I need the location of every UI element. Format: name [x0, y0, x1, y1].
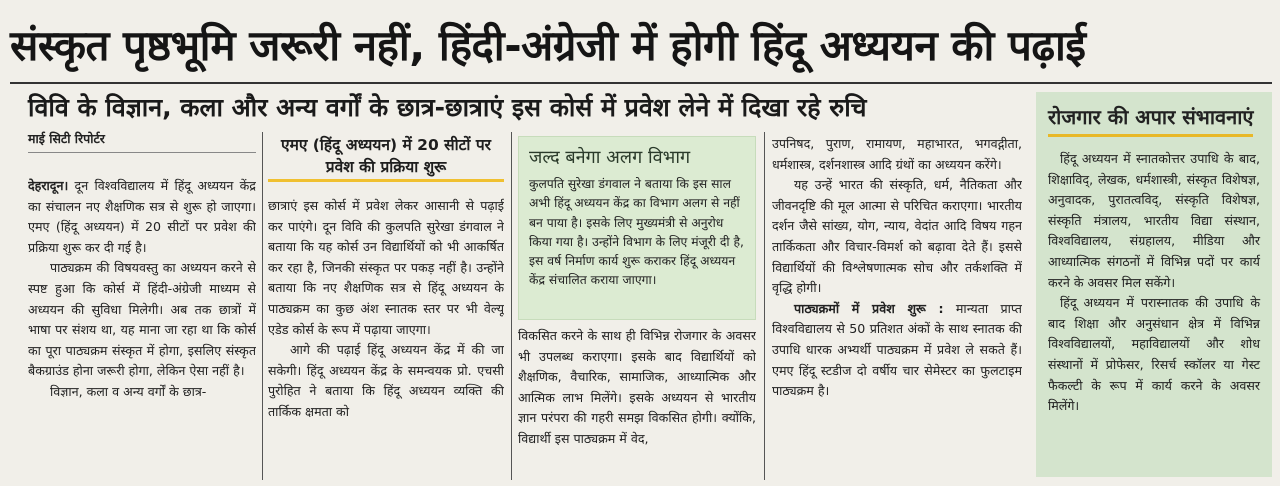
column-4-paragraph-2: यह उन्हें भारत की संस्कृति, धर्म, नैतिकता और जीवनदृष्टि की मूल आत्मा से परिचित कराएगा। भारतीय दर्शन जैसे सांख्य, योग, न्याय, वेदांत आदि विषय गहन तार्किकता और विचार-विमर्श को बढ़ावा देते हैं। इससे विद्यार्थियों की विश्लेषणात्मक सोच और तर्कशक्ति में वृद्धि होगी। — [772, 177, 1022, 296]
byline: माई सिटी रिपोर्टर — [28, 131, 105, 146]
info-box — [518, 136, 756, 320]
info-box-text: कुलपति सुरेखा डंगवाल ने बताया कि इस साल अभी हिंदू अध्ययन केंद्र का विभाग अलग से नहीं बन पाया है। इसके लिए मुख्यमंत्री से अनुरोध किया गया है। उन्होंने विभाग के लिए मंजूरी दी है, इस वर्ष निर्माण कार्य शुरू कराकर हिंदू अध्ययन केंद्र संचालित कराया जाएगा। — [529, 177, 744, 288]
column-divider-2 — [511, 132, 512, 480]
column-divider-3 — [764, 132, 765, 480]
article-column-4 — [772, 134, 1022, 480]
sidebar-title: रोजगार की अपार संभावनाएं — [1048, 102, 1253, 137]
headline: संस्कृत पृष्ठभूमि जरूरी नहीं, हिंदी-अंग्रेजी में होगी हिंदू अध्ययन की पढ़ाई — [10, 21, 1086, 70]
column-1-paragraph-1 — [28, 176, 256, 258]
byline-divider — [28, 152, 256, 153]
info-box-title: जल्द बनेगा अलग विभाग — [529, 147, 691, 168]
section-lead: पाठ्यक्रमों में प्रवेश शुरू : — [794, 300, 944, 316]
column-1-paragraph-2: पाठ्यक्रम की विषयवस्तु का अध्ययन करने से स्पष्ट हुआ कि कोर्स में हिंदी-अंग्रेजी माध्यम से अध्ययन की सुविधा मिलेगी। अब तक छात्रों में भाषा पर संशय था, यह माना जा रहा था कि कोर्स का पूरा पाठ्यक्रम संस्कृत में होगा, इसलिए संस्कृत बैकग्राउंड होना जरूरी होगा, लेकिन ऐसा नहीं है। — [28, 260, 256, 379]
column-2-paragraph-2: आगे की पढ़ाई हिंदू अध्ययन केंद्र में की जा सकेगी। हिंदू अध्ययन केंद्र के समन्वयक प्रो. एचसी पुरोहित ने बताया कि हिंदू अध्ययन व्यक्ति की तार्किक क्षमता को — [268, 342, 504, 419]
subheadline: विवि के विज्ञान, कला और अन्य वर्गों के छात्र-छात्राएं इस कोर्स में प्रवेश लेने में दिखा रहे रुचि — [28, 93, 867, 122]
article-column-3 — [518, 326, 756, 480]
column-4-text-3: मान्यता प्राप्त विश्वविद्यालय से 50 प्रतिशत अंकों के साथ स्नातक की उपाधि धारक अभ्यर्थी पाठ्यक्रम में प्रवेश ले सकते हैं। एमए हिंदू स्टडीज दो वर्षीय चार सेमेस्टर का फुलटाइम पाठ्यक्रम है। — [772, 300, 1022, 399]
sidebar-box — [1036, 92, 1272, 477]
column-divider-1 — [262, 132, 263, 480]
column-2-box-title: एमए (हिंदू अध्ययन) में 20 सीटों पर प्रवेश की प्रक्रिया शुरू — [268, 132, 504, 182]
column-4-paragraph-3 — [772, 299, 1022, 402]
dateline: देहरादून। — [28, 178, 69, 193]
sidebar-text — [1048, 149, 1260, 417]
column-1-paragraph-3: विज्ञान, कला व अन्य वर्गों के छात्र- — [50, 383, 207, 399]
sidebar-paragraph-2: हिंदू अध्ययन में परास्नातक की उपाधि के बाद शिक्षा और अनुसंधान क्षेत्र में विभिन्न विश्वविद्यालयों, महाविद्यालयों और शोध संस्थानों में प्रोफेसर, रिसर्च स्कॉलर या गेस्ट फैकल्टी के रूप में कार्य करने के अवसर मिलेंगे। — [1048, 295, 1260, 414]
article-column-2 — [268, 196, 504, 480]
article-column-1 — [28, 176, 256, 480]
column-3-paragraph-1: विकसित करने के साथ ही विभिन्न रोजगार के अवसर भी उपलब्ध कराएगा। इसके बाद विद्यार्थियों को शैक्षणिक, वैचारिक, सामाजिक, आध्यात्मिक और आत्मिक लाभ मिलेंगे। इसके अध्ययन से भारतीय ज्ञान परंपरा की गहरी समझ विकसित होगी। क्योंकि, विद्यार्थी इस पाठ्यक्रम में वेद, — [518, 328, 756, 446]
column-1-text-1: दून विश्वविद्यालय में हिंदू अध्ययन केंद्र का संचालन नए शैक्षणिक सत्र से शुरू हो जाएगा। एमए (हिंदू अध्ययन) में 20 सीटों पर प्रवेश की प्रक्रिया शुरू कर दी गई है। — [28, 178, 256, 255]
sidebar-paragraph-1: हिंदू अध्ययन में स्नातकोत्तर उपाधि के बाद, शिक्षाविद्, लेखक, धर्मशास्त्री, संस्कृत विशेषज्ञ, अनुवादक, पुरातत्वविद्, संस्कृति विशेषज्ञ, संस्कृति मंत्रालय, भारतीय विद्या संस्थान, विश्वविद्यालय, संग्रहालय, मीडिया और आध्यात्मिक संगठनों में विभिन्न पदों पर कार्य करने के अवसर मिल सकेंगे। — [1048, 151, 1260, 290]
column-4-paragraph-1: उपनिषद, पुराण, रामायण, महाभारत, भगवद्गीता, धर्मशास्त्र, दर्शनशास्त्र आदि ग्रंथों का अध्ययन करेंगे। — [772, 136, 1022, 172]
headline-divider — [10, 82, 1272, 84]
column-2-paragraph-1: छात्राएं इस कोर्स में प्रवेश लेकर आसानी से पढ़ाई कर पाएंगे। दून विवि की कुलपति सुरेखा डंगवाल ने बताया कि यह कोर्स उन विद्यार्थियों को भी आकर्षित कर रहा है, जिनकी संस्कृत पर पकड़ नहीं है। उन्होंने बताया कि नए शैक्षणिक सत्र से हिंदू अध्ययन के पाठ्यक्रम का कुछ अंश स्नातक स्तर पर भी वेल्यू एडेड कोर्स के रूप में पढ़ाया जाएगा। — [268, 198, 504, 337]
